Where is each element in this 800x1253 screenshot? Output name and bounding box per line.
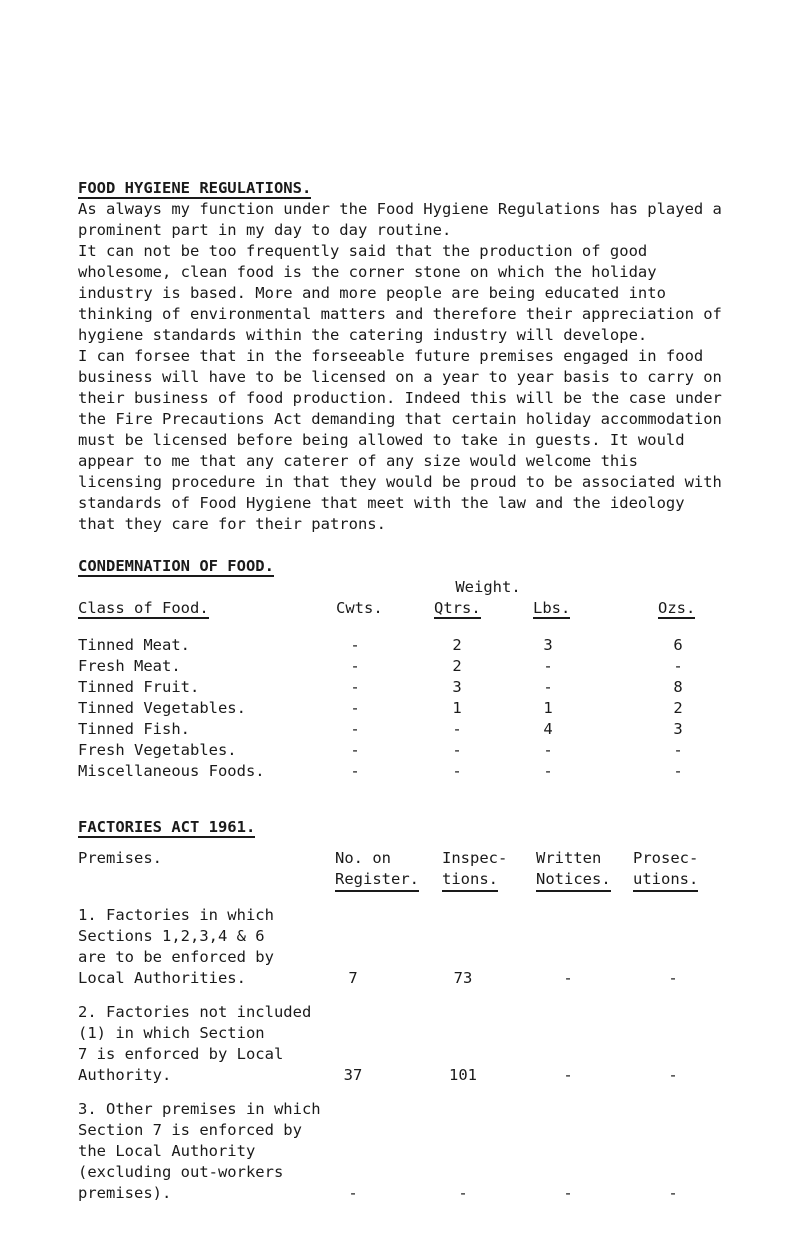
document-page: [78, 178, 728, 1204]
cell-prosecutions: -: [668, 1066, 678, 1084]
cell-cwts: -: [350, 636, 360, 654]
column-header-inspections-line2: tions.: [442, 869, 498, 892]
cell-lbs: -: [543, 657, 553, 675]
premises-description: 1. Factories in which Sections 1,2,3,4 & 6 are to be enforced by Local Authorities.: [78, 906, 274, 987]
column-header-inspections: [442, 848, 507, 892]
table-row: [78, 635, 728, 656]
column-header-class: Class of Food.: [78, 599, 209, 617]
cell-inspections: 73: [453, 969, 473, 987]
column-header-premises: Premises.: [78, 849, 162, 867]
cell-class: Tinned Meat.: [78, 636, 190, 654]
paragraph-licensing: I can forsee that in the forseeable future premises engaged in food business will have to be licensed on a year to year basis to carry on their business of food production. Indeed this will be the case under the Fire Precautions Act demanding that certain holiday accommodation must be licensed before being allowed to take in guests. It would appear to me that any caterer of any size would welcome this licensing procedure in that they would be proud to be associated with standards of Food Hygiene that meet with the law and the ideology that they care for their patrons.: [78, 347, 722, 533]
column-header-lbs: Lbs.: [533, 599, 571, 617]
column-header-prosecutions-line1: Prosec-: [633, 849, 699, 867]
list-item: [78, 1099, 728, 1204]
list-item: [78, 1002, 728, 1086]
cell-lbs: 4: [543, 720, 553, 738]
cell-register: 37: [343, 1066, 363, 1084]
cell-qtrs: 1: [452, 699, 462, 717]
premises-description: 2. Factories not included (1) in which Section 7 is enforced by Local Authority.: [78, 1003, 312, 1084]
condemnation-table-body: [78, 635, 728, 782]
cell-inspections: -: [458, 1184, 468, 1202]
cell-ozs: -: [673, 741, 683, 759]
cell-register: -: [348, 1184, 358, 1202]
cell-class: Tinned Fish.: [78, 720, 190, 738]
cell-written-notices: -: [563, 1184, 573, 1202]
cell-cwts: -: [350, 678, 360, 696]
cell-ozs: 3: [673, 720, 683, 738]
cell-written-notices: -: [563, 969, 573, 987]
cell-class: Tinned Vegetables.: [78, 699, 246, 717]
column-header-written-line2: Notices.: [536, 869, 611, 892]
cell-lbs: -: [543, 678, 553, 696]
cell-cwts: -: [350, 699, 360, 717]
paragraph-wholesome-food: It can not be too frequently said that the production of good wholesome, clean food is the corner stone on which the holiday industry is based. More and more people are being educated into thinking of environmental matters and therefore their appreciation of hygiene standards within the catering industry will develope.: [78, 242, 722, 344]
cell-written-notices: -: [563, 1066, 573, 1084]
cell-lbs: 1: [543, 699, 553, 717]
cell-cwts: -: [350, 741, 360, 759]
food-hygiene-heading: FOOD HYGIENE REGULATIONS.: [78, 179, 312, 197]
cell-ozs: 6: [673, 636, 683, 654]
cell-ozs: -: [673, 657, 683, 675]
cell-cwts: -: [350, 720, 360, 738]
cell-ozs: 2: [673, 699, 683, 717]
cell-qtrs: 2: [452, 636, 462, 654]
cell-qtrs: 2: [452, 657, 462, 675]
cell-class: Miscellaneous Foods.: [78, 762, 265, 780]
cell-cwts: -: [350, 657, 360, 675]
cell-register: 7: [348, 969, 358, 987]
cell-lbs: -: [543, 741, 553, 759]
cell-prosecutions: -: [668, 969, 678, 987]
column-header-prosecutions: [633, 848, 698, 892]
table-row: [78, 740, 728, 761]
column-header-register: [335, 848, 419, 892]
column-header-written-line1: Written: [536, 849, 602, 867]
cell-ozs: -: [673, 762, 683, 780]
column-header-written-notices: [536, 848, 611, 892]
factories-section: [78, 817, 728, 1204]
column-header-register-line1: No. on: [335, 849, 391, 867]
column-header-cwts: Cwts.: [336, 599, 383, 617]
condemnation-heading: CONDEMNATION OF FOOD.: [78, 557, 274, 575]
cell-qtrs: -: [452, 762, 462, 780]
cell-qtrs: -: [452, 720, 462, 738]
column-header-ozs: Ozs.: [658, 599, 696, 617]
list-item: [78, 905, 728, 989]
factories-heading: FACTORIES ACT 1961.: [78, 818, 256, 836]
cell-ozs: 8: [673, 678, 683, 696]
cell-qtrs: 3: [452, 678, 462, 696]
cell-qtrs: -: [452, 741, 462, 759]
cell-prosecutions: -: [668, 1184, 678, 1202]
cell-lbs: 3: [543, 636, 553, 654]
table-row: [78, 677, 728, 698]
column-header-qtrs: Qtrs.: [434, 599, 481, 617]
cell-class: Fresh Meat.: [78, 657, 181, 675]
column-header-prosecutions-line2: utions.: [633, 869, 698, 892]
cell-cwts: -: [350, 762, 360, 780]
premises-description: 3. Other premises in which Section 7 is enforced by the Local Authority (excluding out-workers premises).: [78, 1100, 321, 1202]
paragraph-function: As always my function under the Food Hygiene Regulations has played a prominent part in my day to day routine.: [78, 200, 722, 239]
column-header-register-line2: Register.: [335, 869, 419, 892]
condemnation-table-header: [78, 577, 728, 621]
cell-class: Tinned Fruit.: [78, 678, 200, 696]
cell-class: Fresh Vegetables.: [78, 741, 237, 759]
condemnation-section: [78, 556, 728, 782]
factories-table-header: [78, 848, 728, 892]
table-row: [78, 761, 728, 782]
weight-label: Weight.: [455, 578, 521, 596]
table-row: [78, 698, 728, 719]
table-row: [78, 656, 728, 677]
cell-lbs: -: [543, 762, 553, 780]
column-header-inspections-line1: Inspec-: [442, 849, 508, 867]
cell-inspections: 101: [449, 1066, 477, 1084]
table-row: [78, 719, 728, 740]
